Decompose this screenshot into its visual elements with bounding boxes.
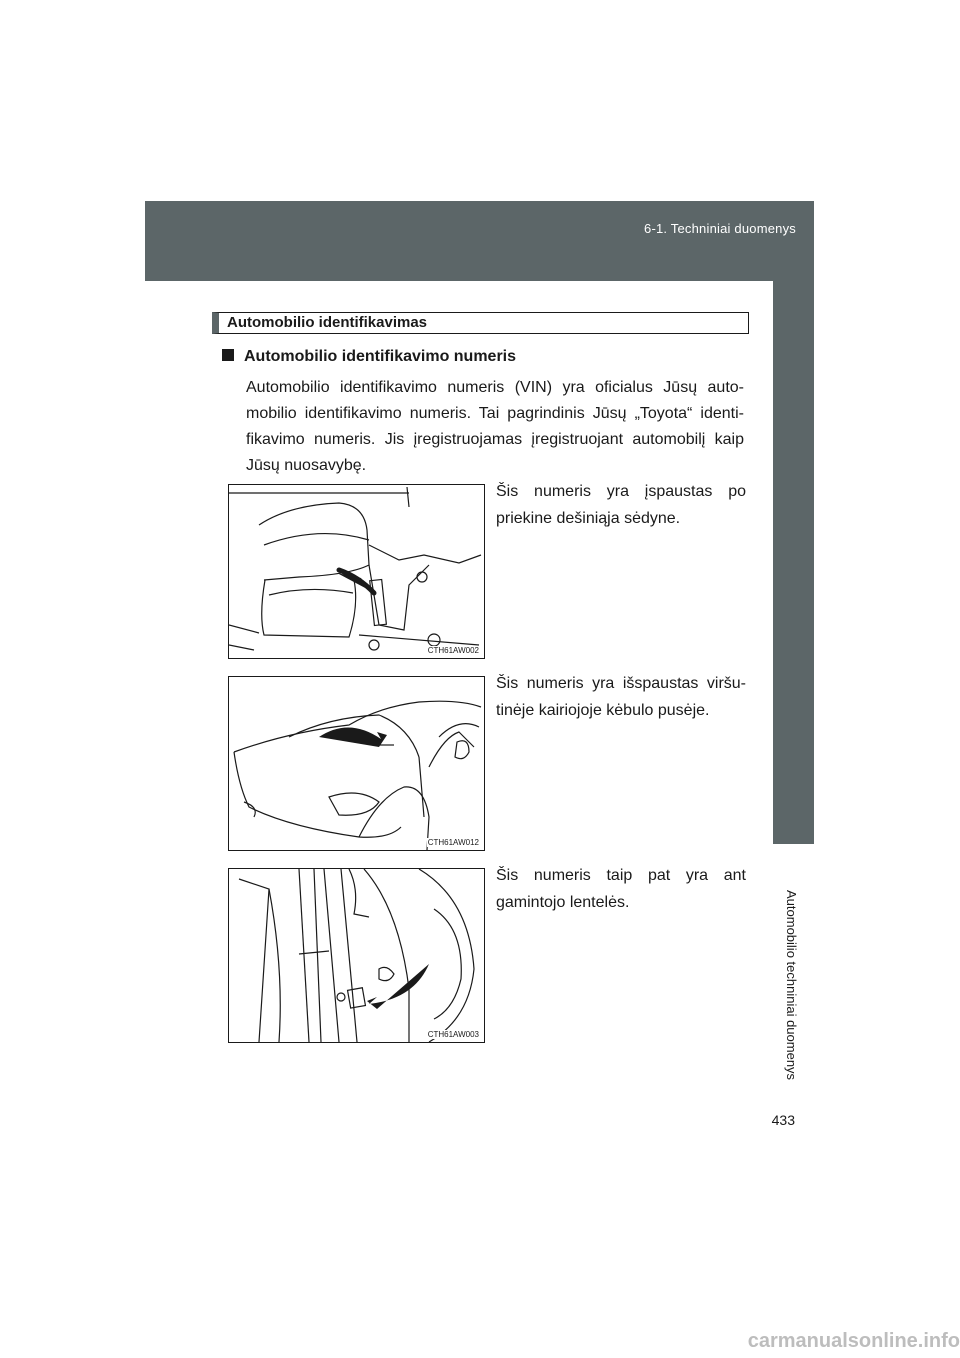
subheading-text: Automobilio identifikavimo numeris xyxy=(244,348,517,365)
figure-car-vin xyxy=(228,676,485,851)
chapter-side-tab[interactable] xyxy=(773,281,814,880)
header-section-title: 6-1. Techniniai duomenys xyxy=(644,221,796,236)
side-tab-number: 6 xyxy=(789,865,798,880)
page-number: 433 xyxy=(771,1112,795,1128)
figure-seat-vin xyxy=(228,484,485,659)
figure-code: CTH61AW003 xyxy=(427,1030,479,1039)
figure-code: CTH61AW012 xyxy=(427,838,479,847)
header-band xyxy=(145,201,814,281)
figure-caption: Šis numeris yra išspaustas viršu-tinėje kairiojoje kėbulo pusėje. xyxy=(496,675,746,719)
section-title: Automobilio identifikavimas xyxy=(212,312,749,334)
watermark: carmanualsonline.info xyxy=(747,1330,960,1352)
figure-caption: Šis numeris taip pat yra ant gamintojo lentelės. xyxy=(496,867,746,911)
figure-plate-vin xyxy=(228,868,485,1043)
square-bullet-icon xyxy=(222,349,234,361)
body-paragraph: Automobilio identifikavimo numeris (VIN) yra oficialus Jūsų auto-mobilio identifikavimo numeris. Tai pagrindinis Jūsų „Toyota“ identi-fikavimo numeris. Jis įregistruojamas įregistruojant automobilį kaip Jūsų nuosavybę. xyxy=(246,379,744,474)
figure-code: CTH61AW002 xyxy=(427,646,479,655)
figure-caption: Šis numeris yra įspaustas po priekine dešiniąja sėdyne. xyxy=(496,483,746,527)
seat-illustration xyxy=(229,485,484,658)
door-pillar-illustration xyxy=(229,869,484,1042)
car-illustration xyxy=(229,677,484,850)
subheading xyxy=(222,348,516,366)
chapter-vertical-title: Automobilio techniniai duomenys xyxy=(784,890,799,1081)
